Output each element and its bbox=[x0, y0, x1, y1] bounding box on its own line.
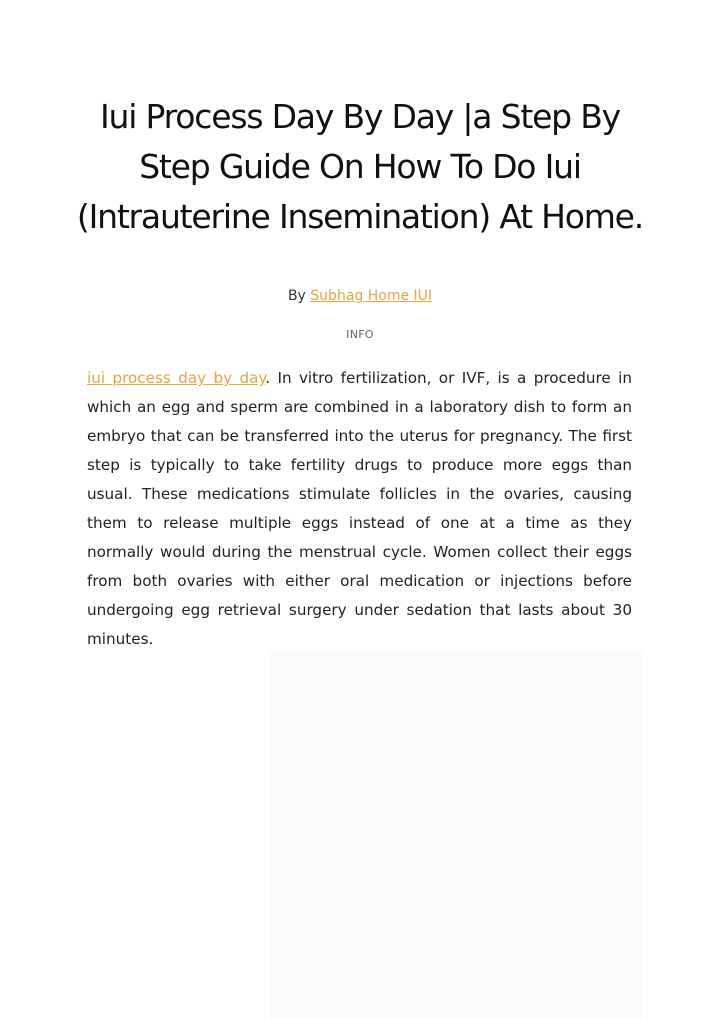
author-link[interactable]: Subhag Home IUI bbox=[310, 288, 433, 304]
article-title: Iui Process Day By Day |a Step By Step Guide On How To Do Iui (Intrauterine Insemination) At Home. bbox=[76, 97, 644, 236]
keyword-link[interactable]: iui process day by day bbox=[87, 369, 266, 387]
byline bbox=[0, 286, 720, 306]
background-panel bbox=[270, 650, 642, 1018]
byline-prefix: By bbox=[287, 288, 306, 304]
body-paragraph: . In vitro fertilization, or IVF, is a procedure in which an egg and sperm are combined in a laboratory dish to form an embryo that can be transferred into the uterus for pregnancy. The first step is typically to take fertility drugs to produce more eggs than usual. These medications stimulate follicles in the ovaries, causing them to release multiple eggs instead of one at a time as they normally would during the menstrual cycle. Women collect their eggs from both ovaries with either oral medication or injections before undergoing egg retrieval surgery under sedation that lasts about 30 minutes. bbox=[87, 369, 632, 648]
article-body bbox=[87, 364, 632, 654]
category-label: INFO bbox=[346, 328, 374, 341]
